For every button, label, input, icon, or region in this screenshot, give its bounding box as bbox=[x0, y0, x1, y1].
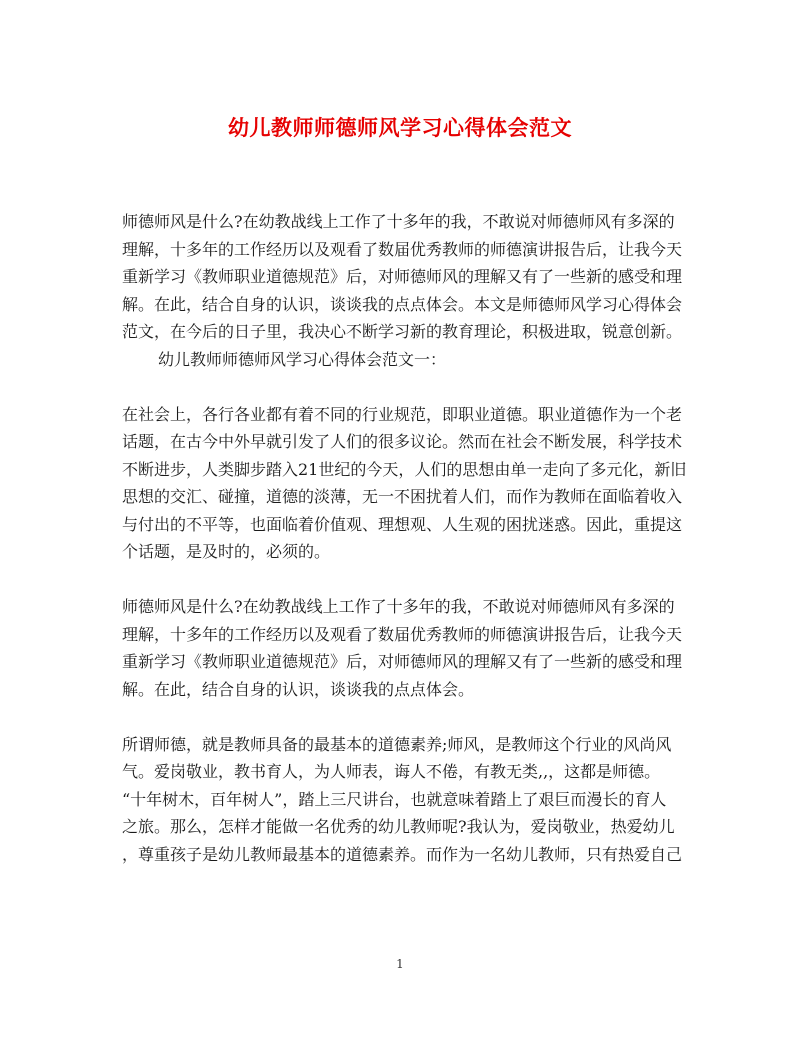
paragraph-line: 思想的交汇、碰撞，道德的淡薄，无一不困扰着人们，而作为教师在面临着收入 bbox=[122, 487, 683, 506]
paragraph-line: “十年树木，百年树人”，踏上三尺讲台，也就意味着踏上了艰巨而漫长的育人 bbox=[122, 789, 667, 809]
paragraph-intro bbox=[122, 208, 683, 346]
section-heading bbox=[122, 346, 680, 374]
page-number: 1 bbox=[396, 957, 404, 971]
paragraph-line: 理解，十多年的工作经历以及观看了数届优秀教师的师德演讲报告后，让我今天 bbox=[122, 624, 683, 644]
paragraph-gap bbox=[122, 373, 680, 401]
paragraph-repeat bbox=[122, 593, 683, 703]
paragraph-line: ，尊重孩子是幼儿教师最基本的道德素养。而作为一名幼儿教师，只有热爱自己 bbox=[122, 844, 683, 864]
paragraph-line: 在社会上，各行各业都有着不同的行业规范，即职业道德。职业道德作为一个老 bbox=[122, 404, 683, 424]
paragraph-line: 重新学习《教师职业道德规范》后，对师德师风的理解又有了一些新的感受和理 bbox=[122, 267, 683, 286]
document-body bbox=[122, 208, 687, 868]
paragraph-line: 气。爱岗敬业，教书育人，为人师表，诲人不倦，有教无类,,，这都是师德。 bbox=[122, 762, 661, 781]
paragraph-gap bbox=[122, 566, 680, 594]
paragraph-line: 解。在此，结合自身的认识，谈谈我的点点体会。 bbox=[122, 679, 475, 699]
paragraph-line: 师德师风是什么?在幼教战线上工作了十多年的我，不敢说对师德师风有多深的 bbox=[122, 212, 675, 231]
paragraph-gap bbox=[122, 703, 680, 731]
paragraph-definition bbox=[122, 731, 683, 869]
paragraph-line: 范文，在今后的日子里，我决心不断学习新的教育理论，积极进取，锐意创新。 bbox=[122, 322, 683, 341]
paragraph-line: 解。在此，结合自身的认识，谈谈我的点点体会。本文是师德师风学习心得体会 bbox=[122, 294, 683, 314]
section-heading-text: 幼儿教师师德师风学习心得体会范文一： bbox=[158, 349, 447, 369]
paragraph-line: 理解，十多年的工作经历以及观看了数届优秀教师的师德演讲报告后，让我今天 bbox=[122, 239, 683, 259]
paragraph-line: 所谓师德，就是教师具备的最基本的道德素养;师风，是教师这个行业的风尚风 bbox=[122, 734, 672, 754]
paragraph-line: 不断进步，人类脚步踏入21世纪的今天，人们的思想由单一走向了多元化，新旧 bbox=[122, 459, 687, 479]
document-title: 幼儿教师师德师风学习心得体会范文 bbox=[228, 115, 572, 140]
paragraph-line: 重新学习《教师职业道德规范》后，对师德师风的理解又有了一些新的感受和理 bbox=[122, 652, 683, 671]
paragraph-line: 师德师风是什么?在幼教战线上工作了十多年的我，不敢说对师德师风有多深的 bbox=[122, 597, 675, 616]
paragraph-line: 个话题，是及时的，必须的。 bbox=[122, 542, 331, 561]
paragraph-line: 话题，在古今中外早就引发了人们的很多议论。然而在社会不断发展，科学技术 bbox=[122, 432, 683, 451]
paragraph-line: 之旅。那么，怎样才能做一名优秀的幼儿教师呢?我认为，爱岗敬业，热爱幼儿 bbox=[122, 817, 675, 836]
paragraph-line: 与付出的不平等，也面临着价值观、理想观、人生观的困扰迷惑。因此，重提这 bbox=[122, 514, 683, 534]
paragraph-society bbox=[122, 401, 687, 566]
